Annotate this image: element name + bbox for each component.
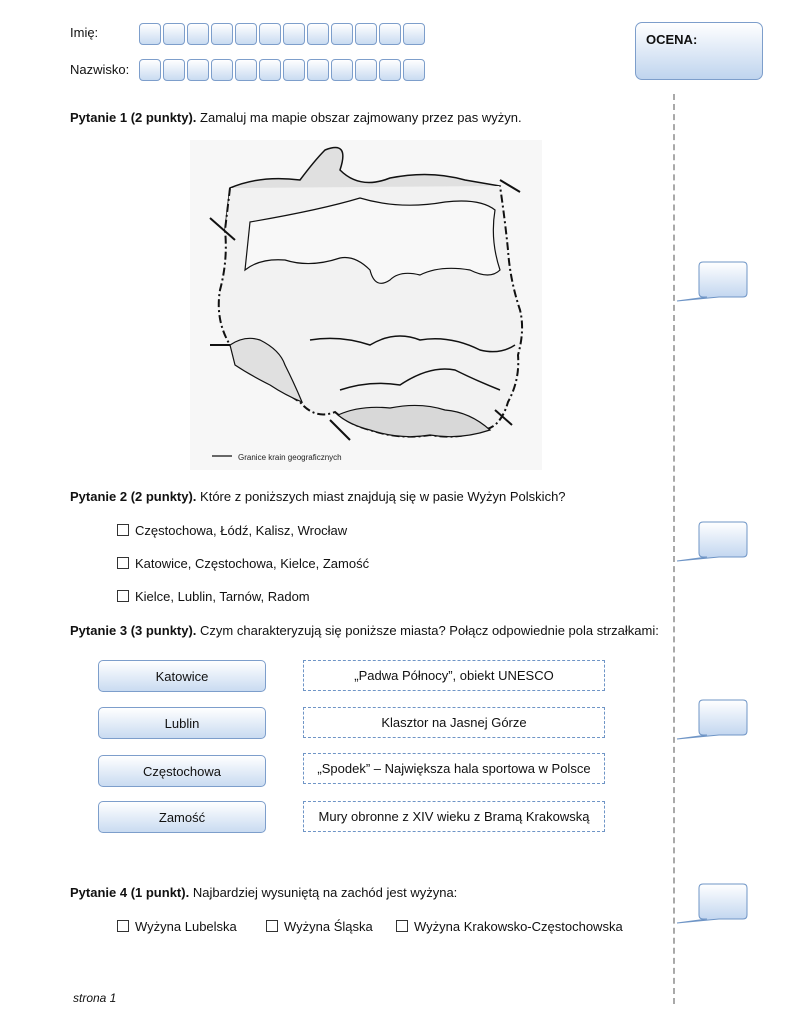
map-legend-text: Granice krain geograficznych [238, 453, 342, 462]
last-name-cell[interactable] [331, 59, 353, 81]
question-1 [70, 110, 522, 125]
question-3-text: Czym charakteryzują się poniższe miasta? Połącz odpowiednie pola strzałkami: [200, 623, 659, 638]
city-zamosc[interactable]: Zamość [98, 801, 266, 833]
q2-option-1-label: Częstochowa, Łódź, Kalisz, Wrocław [135, 523, 348, 538]
first-name-input[interactable] [139, 23, 427, 45]
q2-option-2-label: Katowice, Częstochowa, Kielce, Zamość [135, 556, 370, 571]
first-name-cell[interactable] [259, 23, 281, 45]
last-name-cell[interactable] [235, 59, 257, 81]
checkbox-icon[interactable] [117, 557, 129, 569]
q4-option-2[interactable] [266, 919, 373, 934]
q4-option-1-label: Wyżyna Lubelska [135, 919, 237, 934]
first-name-cell[interactable] [187, 23, 209, 45]
question-2 [70, 489, 566, 504]
description-3[interactable]: „Spodek” – Największa hala sportowa w Polsce [303, 753, 605, 784]
description-4[interactable]: Mury obronne z XIV wieku z Bramą Krakowską [303, 801, 605, 832]
q2-option-3-label: Kielce, Lublin, Tarnów, Radom [135, 589, 310, 604]
grade-label: OCENA: [646, 32, 698, 47]
q2-option-2[interactable] [117, 556, 369, 571]
last-name-cell[interactable] [307, 59, 329, 81]
last-name-cell[interactable] [139, 59, 161, 81]
first-name-cell[interactable] [331, 23, 353, 45]
city-lublin[interactable]: Lublin [98, 707, 266, 739]
q4-option-1[interactable] [117, 919, 237, 934]
last-name-cell[interactable] [211, 59, 233, 81]
last-name-cell[interactable] [163, 59, 185, 81]
description-1[interactable]: „Padwa Północy”, obiekt UNESCO [303, 660, 605, 691]
question-1-title: Pytanie 1 (2 punkty). [70, 110, 197, 125]
q2-option-1[interactable] [117, 523, 347, 538]
first-name-label: Imię: [70, 25, 99, 40]
page-number: strona 1 [73, 991, 117, 1005]
first-name-cell[interactable] [211, 23, 233, 45]
last-name-cell[interactable] [355, 59, 377, 81]
question-4-title: Pytanie 4 (1 punkt). [70, 885, 190, 900]
last-name-cell[interactable] [403, 59, 425, 81]
last-name-cell[interactable] [259, 59, 281, 81]
q4-option-3[interactable] [396, 919, 623, 934]
checkbox-icon[interactable] [117, 590, 129, 602]
question-4-text: Najbardziej wysuniętą na zachód jest wyżyna: [192, 885, 458, 900]
last-name-cell[interactable] [283, 59, 305, 81]
q2-option-3[interactable] [117, 589, 310, 604]
checkbox-icon[interactable] [117, 524, 129, 536]
first-name-cell[interactable] [307, 23, 329, 45]
checkbox-icon[interactable] [396, 920, 408, 932]
score-bubble-q2[interactable] [675, 520, 749, 564]
first-name-cell[interactable] [355, 23, 377, 45]
first-name-cell[interactable] [379, 23, 401, 45]
city-katowice[interactable]: Katowice [98, 660, 266, 692]
score-bubble-q1[interactable] [675, 260, 749, 304]
q4-option-3-label: Wyżyna Krakowsko-Częstochowska [414, 919, 623, 934]
score-bubble-q4[interactable] [675, 882, 749, 926]
description-2[interactable]: Klasztor na Jasnej Górze [303, 707, 605, 738]
question-1-text: Zamaluj ma mapie obszar zajmowany przez pas wyżyn. [200, 110, 522, 125]
first-name-cell[interactable] [403, 23, 425, 45]
score-bubble-q3[interactable] [675, 698, 749, 742]
last-name-label: Nazwisko: [70, 62, 130, 77]
last-name-cell[interactable] [379, 59, 401, 81]
city-czestochowa[interactable]: Częstochowa [98, 755, 266, 787]
q4-option-2-label: Wyżyna Śląska [284, 919, 373, 934]
checkbox-icon[interactable] [266, 920, 278, 932]
grade-box[interactable] [635, 22, 763, 80]
question-2-text: Które z poniższych miast znajdują się w pasie Wyżyn Polskich? [200, 489, 566, 504]
first-name-cell[interactable] [235, 23, 257, 45]
question-4 [70, 885, 457, 900]
poland-map[interactable] [190, 140, 542, 470]
first-name-cell[interactable] [139, 23, 161, 45]
question-2-title: Pytanie 2 (2 punkty). [70, 489, 197, 504]
first-name-cell[interactable] [283, 23, 305, 45]
last-name-cell[interactable] [187, 59, 209, 81]
question-3-title: Pytanie 3 (3 punkty). [70, 623, 197, 638]
last-name-input[interactable] [139, 59, 427, 81]
question-3 [70, 623, 659, 638]
checkbox-icon[interactable] [117, 920, 129, 932]
first-name-cell[interactable] [163, 23, 185, 45]
